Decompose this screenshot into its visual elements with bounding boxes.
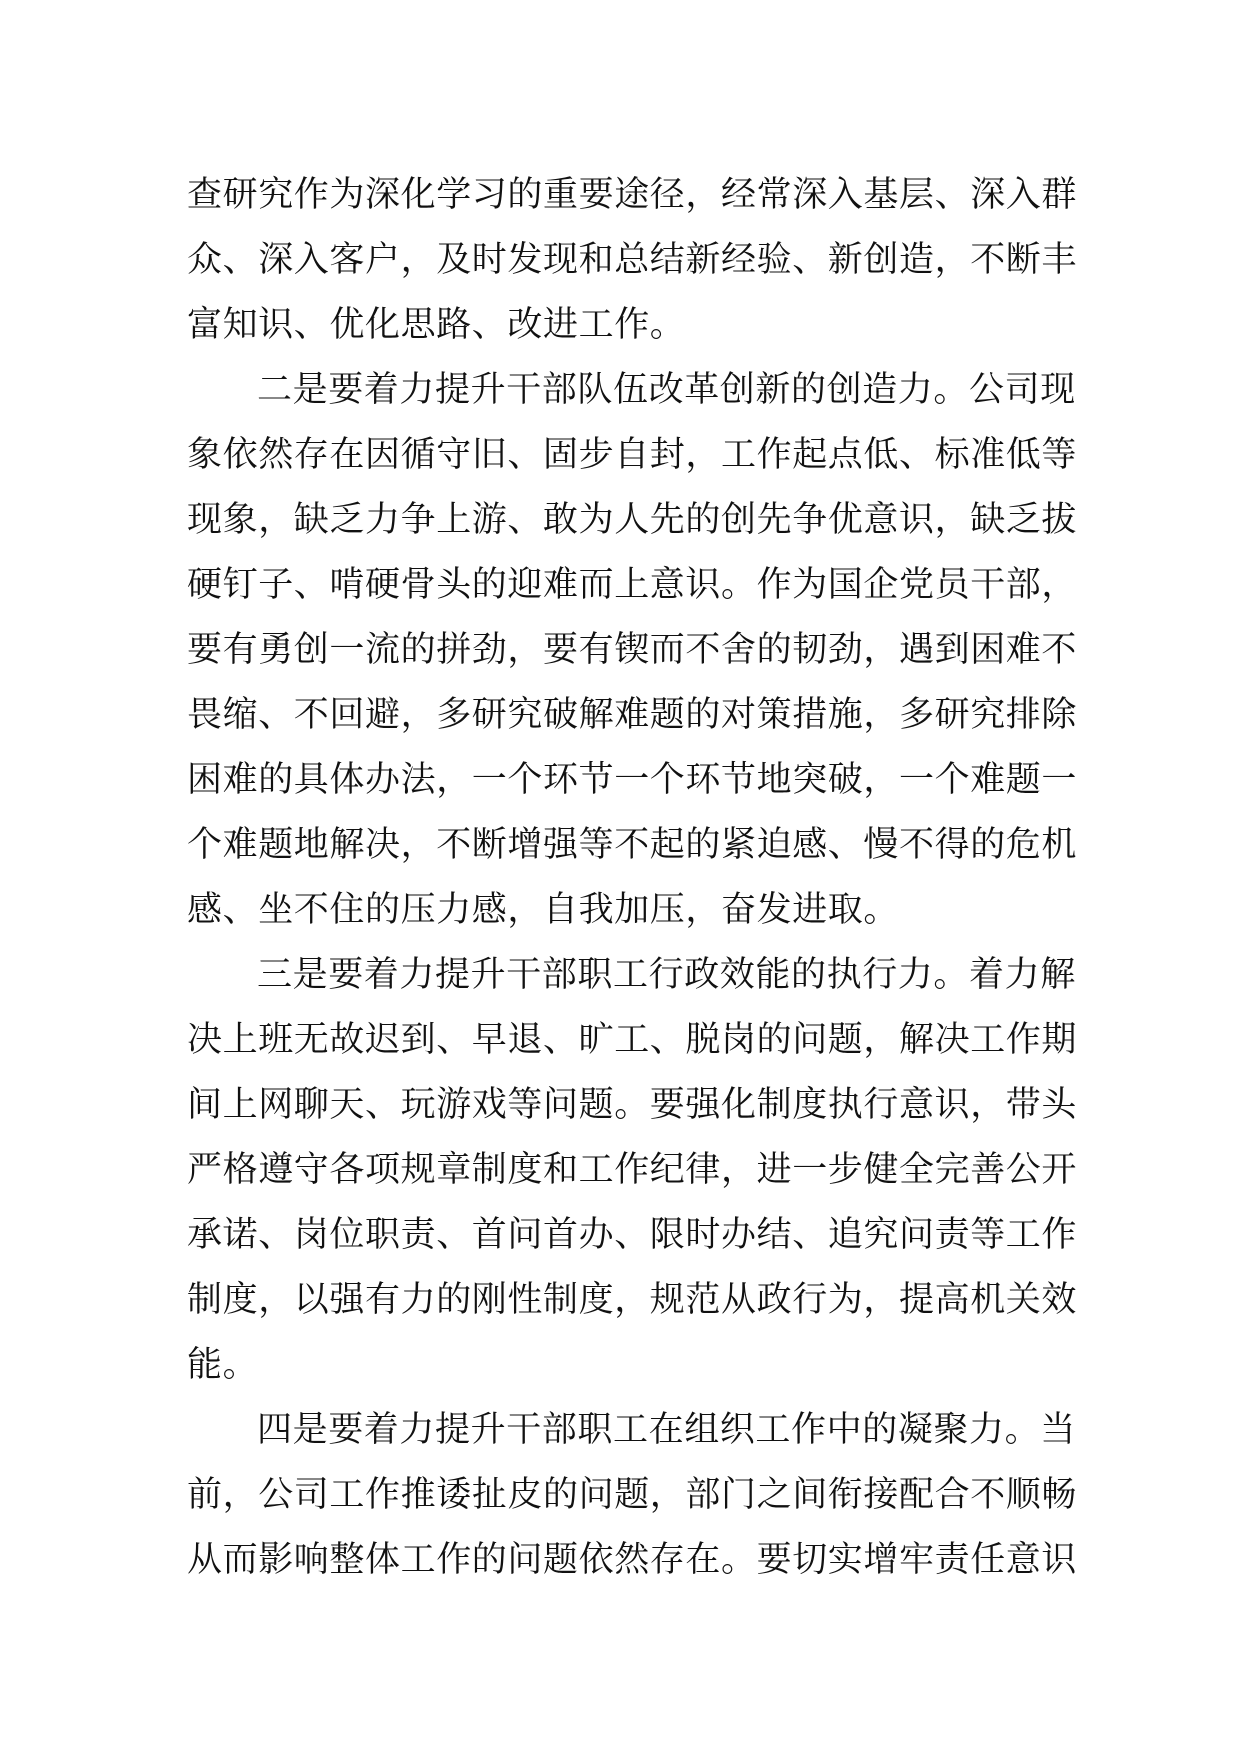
text-line: 制度，以强有力的刚性制度，规范从政行为，提高机关效	[187, 1280, 1078, 1320]
text-line: 要有勇创一流的拼劲，要有锲而不舍的韧劲，遇到困难不	[187, 630, 1078, 670]
text-line: 众、深入客户，及时发现和总结新经验、新创造，不断丰	[187, 240, 1078, 280]
text-line: 象依然存在因循守旧、固步自封，工作起点低、标准低等	[187, 435, 1078, 475]
text-line: 富知识、优化思路、改进工作。	[187, 305, 686, 345]
text-line: 查研究作为深化学习的重要途径，经常深入基层、深入群	[187, 175, 1078, 215]
text-line: 现象，缺乏力争上游、敢为人先的创先争优意识，缺乏拔	[187, 500, 1078, 540]
text-line: 承诺、岗位职责、首问首办、限时办结、追究问责等工作	[187, 1215, 1078, 1255]
text-line: 严格遵守各项规章制度和工作纪律，进一步健全完善公开	[187, 1150, 1078, 1190]
text-line: 硬钉子、啃硬骨头的迎难而上意识。作为国企党员干部，	[187, 565, 1078, 605]
text-line: 个难题地解决，不断增强等不起的紧迫感、慢不得的危机	[187, 825, 1078, 865]
text-line: 困难的具体办法，一个环节一个环节地突破，一个难题一	[187, 760, 1078, 800]
text-line: 间上网聊天、玩游戏等问题。要强化制度执行意识，带头	[187, 1085, 1078, 1125]
paragraph-start-line: 三是要着力提升干部职工行政效能的执行力。着力解	[257, 955, 1076, 995]
body-text	[187, 163, 1078, 1593]
text-line: 从而影响整体工作的问题依然存在。要切实增牢责任意识	[187, 1540, 1078, 1580]
text-line: 畏缩、不回避，多研究破解难题的对策措施，多研究排除	[187, 695, 1078, 735]
paragraph-start-line: 二是要着力提升干部队伍改革创新的创造力。公司现	[257, 370, 1076, 410]
text-line: 能。	[187, 1345, 259, 1385]
paragraph-start-line: 四是要着力提升干部职工在组织工作中的凝聚力。当	[257, 1410, 1076, 1450]
text-line: 感、坐不住的压力感，自我加压，奋发进取。	[187, 890, 900, 930]
text-line: 决上班无故迟到、早退、旷工、脱岗的问题，解决工作期	[187, 1020, 1078, 1060]
text-line: 前，公司工作推诿扯皮的问题，部门之间衔接配合不顺畅	[187, 1475, 1078, 1515]
